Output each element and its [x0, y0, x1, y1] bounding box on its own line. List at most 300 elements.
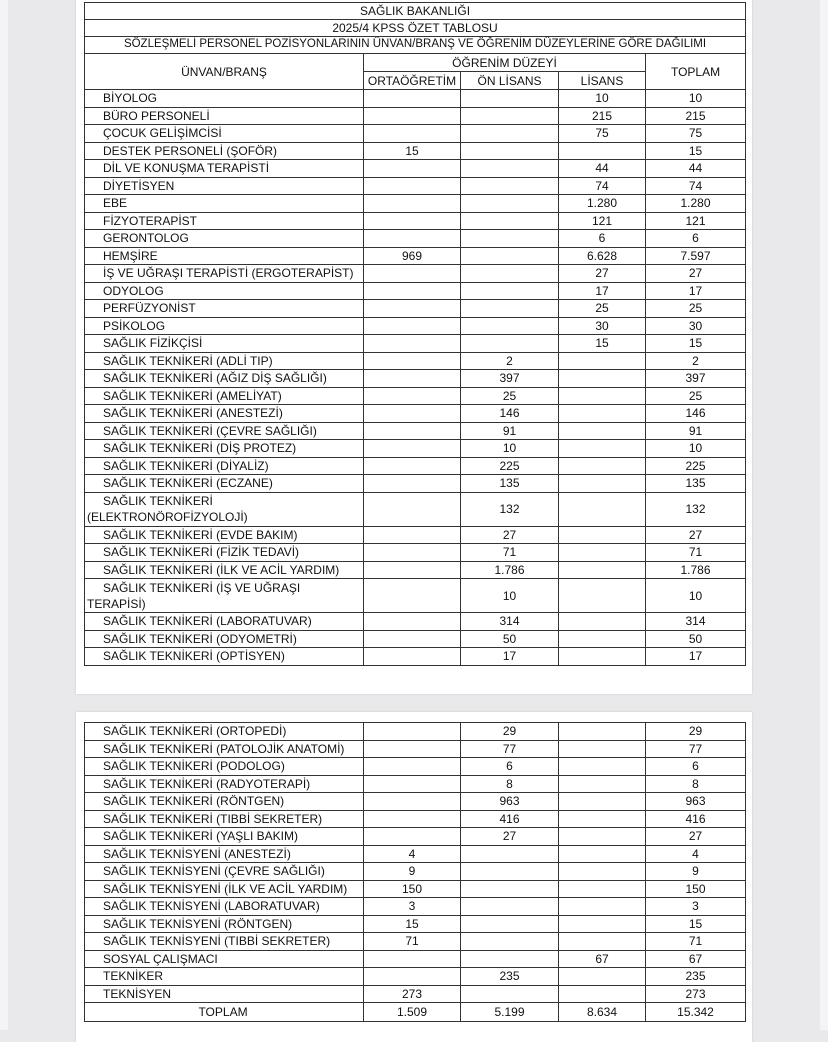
cell-orta [364, 492, 461, 526]
cell-orta [364, 828, 461, 846]
cell-lisans [559, 613, 646, 631]
document-page-2 [76, 712, 752, 1042]
row-title [85, 335, 364, 353]
cell-orta: 15 [364, 915, 461, 933]
summary-table-page-2 [84, 722, 746, 1022]
row-title [85, 125, 364, 143]
cell-orta [364, 317, 461, 335]
cell-lisans [559, 863, 646, 881]
column-header-onlisans: ÖN LİSANS [461, 72, 559, 90]
row-title [85, 317, 364, 335]
row-title [85, 863, 364, 881]
cell-orta: 71 [364, 933, 461, 951]
table-row [85, 880, 746, 898]
cell-onlisans: 146 [461, 405, 559, 423]
cell-toplam: 1.786 [646, 561, 746, 579]
row-title [85, 422, 364, 440]
table-row [85, 526, 746, 544]
totals-onlisans: 5.199 [461, 1003, 559, 1022]
cell-orta [364, 370, 461, 388]
table-row [85, 828, 746, 846]
row-title-text: SAĞLIK TEKNİKERİ (ADLİ TIP) [103, 353, 273, 368]
table-row [85, 985, 746, 1003]
row-title-text: PERFÜZYONİST [103, 301, 196, 316]
row-title-text: SAĞLIK TEKNİKERİ (ORTOPEDİ) [103, 724, 287, 739]
cell-lisans [559, 405, 646, 423]
row-title-text: SAĞLIK TEKNİKERİ (RADYOTERAPİ) [103, 776, 311, 791]
row-title [85, 492, 364, 526]
cell-toplam: 8 [646, 775, 746, 793]
cell-toplam: 7.597 [646, 247, 746, 265]
row-title-text: TEKNİSYEN [103, 986, 172, 1001]
cell-lisans [559, 845, 646, 863]
cell-lisans: 67 [559, 950, 646, 968]
row-title-text: SOSYAL ÇALIŞMACI [103, 951, 218, 966]
table-row [85, 90, 746, 108]
cell-orta [364, 810, 461, 828]
cell-onlisans: 10 [461, 440, 559, 458]
ministry-title: SAĞLIK BAKANLIĞI [85, 3, 746, 20]
row-title-text: BİYOLOG [103, 91, 158, 106]
cell-lisans: 17 [559, 282, 646, 300]
column-header-lisans: LİSANS [559, 72, 646, 90]
cell-toplam: 273 [646, 985, 746, 1003]
table-row [85, 630, 746, 648]
cell-orta [364, 265, 461, 283]
cell-toplam: 67 [646, 950, 746, 968]
cell-orta [364, 160, 461, 178]
cell-toplam: 15 [646, 335, 746, 353]
cell-lisans [559, 775, 646, 793]
cell-lisans: 44 [559, 160, 646, 178]
cell-orta [364, 740, 461, 758]
cell-orta [364, 195, 461, 213]
table-row [85, 758, 746, 776]
cell-lisans [559, 985, 646, 1003]
column-header-title: ÜNVAN/BRANŞ [85, 54, 364, 90]
cell-onlisans [461, 985, 559, 1003]
cell-orta [364, 440, 461, 458]
cell-lisans [559, 630, 646, 648]
row-title [85, 457, 364, 475]
cell-lisans: 121 [559, 212, 646, 230]
table-row [85, 740, 746, 758]
cell-lisans [559, 968, 646, 986]
cell-onlisans: 1.786 [461, 561, 559, 579]
row-title-text: İŞ VE UĞRAŞI TERAPİSTİ (ERGOTERAPİST) [103, 266, 354, 281]
cell-lisans: 10 [559, 90, 646, 108]
cell-onlisans [461, 317, 559, 335]
row-title-text: DİL VE KONUŞMA TERAPİSTİ [103, 161, 270, 176]
cell-toplam: 75 [646, 125, 746, 143]
cell-toplam: 235 [646, 968, 746, 986]
table-row [85, 648, 746, 666]
row-title [85, 793, 364, 811]
row-title [85, 810, 364, 828]
cell-lisans [559, 880, 646, 898]
row-title [85, 950, 364, 968]
table-row [85, 475, 746, 493]
cell-orta [364, 526, 461, 544]
cell-orta [364, 125, 461, 143]
cell-toplam: 25 [646, 300, 746, 318]
row-title-text: SAĞLIK TEKNİKERİ (PATOLOJİK ANATOMİ) [103, 741, 345, 756]
table-row [85, 300, 746, 318]
cell-toplam: 2 [646, 352, 746, 370]
table-row [85, 335, 746, 353]
cell-onlisans: 50 [461, 630, 559, 648]
row-title-text: SAĞLIK TEKNİKERİ (AMELİYAT) [103, 388, 282, 403]
cell-toplam: 17 [646, 282, 746, 300]
table-row [85, 212, 746, 230]
cell-lisans [559, 898, 646, 916]
cell-onlisans [461, 177, 559, 195]
row-title-text: SAĞLIK TEKNİKERİ (LABORATUVAR) [103, 614, 312, 629]
cell-lisans [559, 561, 646, 579]
cell-toplam: 6 [646, 230, 746, 248]
totals-label: TOPLAM [85, 1003, 364, 1022]
cell-toplam: 4 [646, 845, 746, 863]
row-title-text: SAĞLIK TEKNİKERİ (DİŞ PROTEZ) [103, 441, 297, 456]
row-title-text: SAĞLIK TEKNİSYENİ (TIBBİ SEKRETER) [103, 934, 331, 949]
cell-onlisans [461, 300, 559, 318]
row-title-text-line2: (ELEKTRONÖROFİZYOLOJİ) [87, 510, 248, 524]
row-title [85, 630, 364, 648]
cell-onlisans [461, 950, 559, 968]
cell-toplam: 1.280 [646, 195, 746, 213]
cell-orta [364, 613, 461, 631]
cell-onlisans: 416 [461, 810, 559, 828]
cell-toplam: 146 [646, 405, 746, 423]
cell-onlisans [461, 247, 559, 265]
row-title-text: SAĞLIK TEKNİKERİ [103, 494, 213, 508]
cell-onlisans [461, 265, 559, 283]
cell-onlisans: 25 [461, 387, 559, 405]
table-row [85, 863, 746, 881]
row-title-text: SAĞLIK TEKNİSYENİ (İLK VE ACİL YARDIM) [103, 881, 348, 896]
cell-toplam: 6 [646, 758, 746, 776]
cell-lisans: 1.280 [559, 195, 646, 213]
cell-toplam: 963 [646, 793, 746, 811]
cell-lisans [559, 142, 646, 160]
table-body-page-1 [85, 90, 746, 666]
row-title-text: SAĞLIK TEKNİKERİ (RÖNTGEN) [103, 794, 285, 809]
cell-toplam: 121 [646, 212, 746, 230]
cell-orta [364, 758, 461, 776]
cell-orta [364, 457, 461, 475]
row-title-text: DİYETİSYEN [103, 178, 175, 193]
cell-onlisans: 225 [461, 457, 559, 475]
cell-orta [364, 422, 461, 440]
row-title-text: SAĞLIK TEKNİKERİ (AĞIZ DİŞ SAĞLIĞI) [103, 371, 327, 386]
row-title-text: SAĞLIK TEKNİKERİ (FİZİK TEDAVİ) [103, 545, 300, 560]
table-row [85, 579, 746, 613]
cell-orta [364, 630, 461, 648]
cell-toplam: 314 [646, 613, 746, 631]
cell-lisans [559, 387, 646, 405]
row-title [85, 370, 364, 388]
table-row [85, 950, 746, 968]
row-title [85, 526, 364, 544]
row-title-text: SAĞLIK TEKNİKERİ (PODOLOG) [103, 759, 285, 774]
cell-onlisans [461, 335, 559, 353]
totals-lisans: 8.634 [559, 1003, 646, 1022]
cell-onlisans: 10 [461, 579, 559, 613]
cell-lisans: 6.628 [559, 247, 646, 265]
cell-lisans [559, 492, 646, 526]
cell-orta: 9 [364, 863, 461, 881]
row-title [85, 475, 364, 493]
table-row [85, 282, 746, 300]
summary-table-page-1 [84, 2, 746, 666]
cell-onlisans [461, 915, 559, 933]
cell-onlisans: 397 [461, 370, 559, 388]
table-row [85, 613, 746, 631]
cell-toplam: 50 [646, 630, 746, 648]
row-title [85, 230, 364, 248]
row-title-text: SAĞLIK TEKNİKERİ (İLK VE ACİL YARDIM) [103, 562, 340, 577]
cell-lisans: 215 [559, 107, 646, 125]
cell-lisans [559, 933, 646, 951]
row-title-text: ODYOLOG [103, 283, 164, 298]
row-title-text: SAĞLIK TEKNİSYENİ (ANESTEZİ) [103, 846, 291, 861]
cell-onlisans: 71 [461, 544, 559, 562]
cell-orta [364, 335, 461, 353]
cell-lisans [559, 475, 646, 493]
cell-lisans: 15 [559, 335, 646, 353]
row-title-text: HEMŞİRE [103, 248, 158, 263]
table-row [85, 810, 746, 828]
table-row [85, 775, 746, 793]
cell-toplam: 17 [646, 648, 746, 666]
row-title-text: SAĞLIK TEKNİKERİ (ECZANE) [103, 476, 273, 491]
row-title-text: SAĞLIK TEKNİKERİ (OPTİSYEN) [103, 649, 285, 664]
table-subtitle: 2025/4 KPSS ÖZET TABLOSU [85, 20, 746, 37]
cell-onlisans [461, 107, 559, 125]
cell-toplam: 132 [646, 492, 746, 526]
cell-onlisans: 963 [461, 793, 559, 811]
cell-onlisans [461, 933, 559, 951]
cell-toplam: 10 [646, 90, 746, 108]
cell-orta [364, 352, 461, 370]
table-row [85, 125, 746, 143]
row-title-text: ÇOCUK GELİŞİMCİSİ [103, 126, 222, 141]
background-strip-right [820, 0, 828, 1030]
cell-onlisans: 8 [461, 775, 559, 793]
table-row [85, 440, 746, 458]
row-title [85, 405, 364, 423]
cell-orta [364, 968, 461, 986]
table-row [85, 142, 746, 160]
row-title-text: SAĞLIK FİZİKÇİSİ [103, 336, 203, 351]
cell-orta [364, 579, 461, 613]
table-row [85, 457, 746, 475]
row-title [85, 579, 364, 613]
row-title-text: SAĞLIK TEKNİSYENİ (LABORATUVAR) [103, 899, 320, 914]
cell-orta: 969 [364, 247, 461, 265]
cell-lisans [559, 723, 646, 741]
cell-lisans [559, 810, 646, 828]
table-row [85, 177, 746, 195]
row-title-text: SAĞLIK TEKNİKERİ (YAŞLI BAKIM) [103, 829, 298, 844]
row-title [85, 845, 364, 863]
cell-orta: 150 [364, 880, 461, 898]
row-title [85, 648, 364, 666]
cell-orta [364, 107, 461, 125]
cell-onlisans: 91 [461, 422, 559, 440]
column-header-group: ÖĞRENİM DÜZEYİ [364, 54, 646, 72]
totals-toplam: 15.342 [646, 1003, 746, 1022]
table-description: SÖZLEŞMELİ PERSONEL POZİSYONLARININ ÜNVAN/BRANŞ VE ÖĞRENİM DÜZEYLERİNE GÖRE DAĞILIMI [85, 37, 746, 54]
row-title [85, 613, 364, 631]
cell-toplam: 27 [646, 526, 746, 544]
table-row [85, 723, 746, 741]
row-title [85, 723, 364, 741]
cell-orta [364, 950, 461, 968]
row-title [85, 915, 364, 933]
cell-toplam: 150 [646, 880, 746, 898]
row-title-text: SAĞLIK TEKNİSYENİ (ÇEVRE SAĞLIĞI) [103, 864, 325, 879]
table-row [85, 107, 746, 125]
cell-orta: 3 [364, 898, 461, 916]
cell-lisans [559, 422, 646, 440]
column-header-total: TOPLAM [646, 54, 746, 90]
row-title [85, 775, 364, 793]
cell-onlisans [461, 880, 559, 898]
cell-orta [364, 793, 461, 811]
cell-onlisans: 27 [461, 526, 559, 544]
cell-orta: 15 [364, 142, 461, 160]
cell-toplam: 71 [646, 933, 746, 951]
row-title [85, 561, 364, 579]
cell-lisans [559, 758, 646, 776]
cell-onlisans: 235 [461, 968, 559, 986]
cell-orta [364, 387, 461, 405]
table-row [85, 968, 746, 986]
cell-toplam: 25 [646, 387, 746, 405]
cell-orta [364, 405, 461, 423]
row-title-text: GERONTOLOG [103, 231, 189, 246]
row-title [85, 142, 364, 160]
table-row [85, 422, 746, 440]
row-title-text-line2: TERAPİSİ) [87, 596, 146, 611]
cell-toplam: 15 [646, 142, 746, 160]
cell-lisans: 27 [559, 265, 646, 283]
table-row [85, 160, 746, 178]
cell-orta [364, 90, 461, 108]
table-row [85, 195, 746, 213]
cell-orta: 273 [364, 985, 461, 1003]
cell-orta [364, 282, 461, 300]
cell-lisans: 6 [559, 230, 646, 248]
cell-toplam: 27 [646, 265, 746, 283]
cell-lisans [559, 544, 646, 562]
cell-toplam: 15 [646, 915, 746, 933]
table-row [85, 230, 746, 248]
cell-lisans [559, 440, 646, 458]
cell-onlisans [461, 282, 559, 300]
cell-toplam: 225 [646, 457, 746, 475]
row-title [85, 387, 364, 405]
row-title [85, 933, 364, 951]
row-title [85, 247, 364, 265]
column-header-orta: ORTAÖĞRETİM [364, 72, 461, 90]
cell-lisans [559, 828, 646, 846]
row-title [85, 90, 364, 108]
cell-lisans [559, 579, 646, 613]
cell-lisans: 74 [559, 177, 646, 195]
cell-orta [364, 561, 461, 579]
cell-toplam: 135 [646, 475, 746, 493]
row-title [85, 195, 364, 213]
cell-lisans [559, 793, 646, 811]
cell-onlisans [461, 845, 559, 863]
row-title [85, 828, 364, 846]
cell-onlisans: 2 [461, 352, 559, 370]
cell-orta [364, 475, 461, 493]
cell-toplam: 74 [646, 177, 746, 195]
cell-lisans [559, 648, 646, 666]
row-title [85, 177, 364, 195]
cell-toplam: 77 [646, 740, 746, 758]
cell-onlisans: 77 [461, 740, 559, 758]
table-row [85, 561, 746, 579]
background-strip-left [0, 0, 8, 1030]
table-row [85, 317, 746, 335]
cell-lisans [559, 915, 646, 933]
table-body-page-2 [85, 723, 746, 1003]
table-row [85, 544, 746, 562]
cell-onlisans [461, 212, 559, 230]
cell-toplam: 9 [646, 863, 746, 881]
row-title-text: SAĞLIK TEKNİKERİ (TIBBİ SEKRETER) [103, 811, 323, 826]
row-title [85, 880, 364, 898]
cell-onlisans [461, 90, 559, 108]
document-page-1 [76, 0, 752, 694]
cell-lisans [559, 740, 646, 758]
cell-onlisans [461, 863, 559, 881]
cell-orta [364, 300, 461, 318]
cell-onlisans [461, 160, 559, 178]
cell-onlisans: 132 [461, 492, 559, 526]
row-title [85, 352, 364, 370]
cell-lisans [559, 457, 646, 475]
row-title-text: SAĞLIK TEKNİKERİ (DİYALİZ) [103, 458, 269, 473]
cell-lisans [559, 352, 646, 370]
row-title [85, 282, 364, 300]
cell-orta [364, 544, 461, 562]
table-row [85, 915, 746, 933]
table-row [85, 845, 746, 863]
row-title [85, 985, 364, 1003]
cell-toplam: 27 [646, 828, 746, 846]
cell-onlisans [461, 898, 559, 916]
table-row [85, 405, 746, 423]
cell-toplam: 3 [646, 898, 746, 916]
cell-lisans: 75 [559, 125, 646, 143]
cell-toplam: 416 [646, 810, 746, 828]
row-title-text: SAĞLIK TEKNİKERİ (ANESTEZİ) [103, 406, 283, 421]
cell-onlisans: 27 [461, 828, 559, 846]
row-title-text: SAĞLIK TEKNİKERİ (İŞ VE UĞRAŞI [103, 580, 301, 595]
row-title-text: FİZYOTERAPİST [103, 213, 198, 228]
cell-orta [364, 230, 461, 248]
cell-onlisans: 6 [461, 758, 559, 776]
cell-onlisans: 314 [461, 613, 559, 631]
cell-lisans [559, 370, 646, 388]
cell-onlisans [461, 142, 559, 160]
totals-orta: 1.509 [364, 1003, 461, 1022]
